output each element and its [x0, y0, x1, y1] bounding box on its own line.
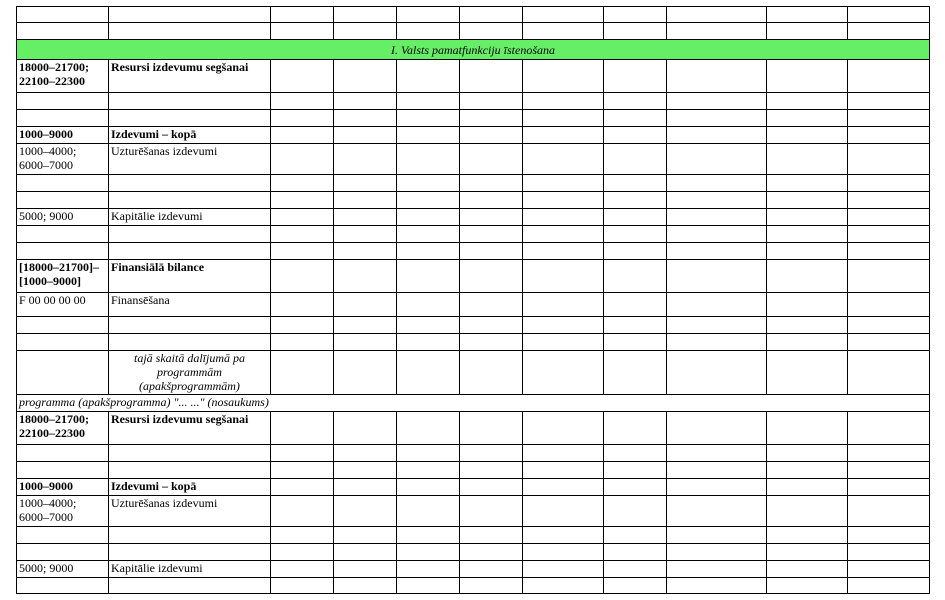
- resources-label: Resursi izdevumu segšanai: [109, 412, 271, 445]
- table-row: [17, 462, 930, 479]
- capital-code: 5000; 9000: [17, 209, 109, 226]
- maintenance-label: Uzturēšanas izdevumi: [109, 496, 271, 527]
- maintenance-label: Uzturēšanas izdevumi: [109, 144, 271, 175]
- table-row: [17, 317, 930, 334]
- balance-code: [18000–21700]–[1000–9000]: [17, 260, 109, 293]
- table-row: [17, 527, 930, 544]
- table-row: [17, 110, 930, 127]
- section-banner-row: [17, 40, 930, 60]
- expenses-code: 1000–9000: [17, 127, 109, 144]
- program-row: [17, 395, 930, 412]
- capital-label: Kapitālie izdevumi: [109, 561, 271, 578]
- table-row: [17, 496, 930, 527]
- table-row: [17, 60, 930, 93]
- table-row: [17, 479, 930, 496]
- resources-code: 18000–21700; 22100–22300: [17, 60, 109, 93]
- table-row: [17, 144, 930, 175]
- maintenance-code: 1000–4000; 6000–7000: [17, 144, 109, 175]
- table-row: [17, 192, 930, 209]
- section-title: I. Valsts pamatfunkciju īstenošana: [17, 40, 930, 60]
- capital-label: Kapitālie izdevumi: [109, 209, 271, 226]
- table-row: [17, 578, 930, 594]
- table-row: [17, 243, 930, 260]
- resources-code: 18000–21700; 22100–22300: [17, 412, 109, 445]
- financing-label: Finansēšana: [109, 293, 271, 317]
- balance-label: Finansiālā bilance: [109, 260, 271, 293]
- program-line: programma (apakšprogramma) "... ..." (nosaukums): [17, 395, 930, 412]
- table-row: [17, 260, 930, 293]
- maintenance-code: 1000–4000; 6000–7000: [17, 496, 109, 527]
- table-row: [17, 351, 930, 395]
- breakdown-label: tajā skaitā dalījumā pa programmām (apakšprogrammām): [109, 351, 271, 395]
- table-row: [17, 561, 930, 578]
- table-row: [17, 209, 930, 226]
- table-row: [17, 7, 930, 23]
- financing-code: F 00 00 00 00: [17, 293, 109, 317]
- table-row: [17, 93, 930, 110]
- table-row: [17, 23, 930, 40]
- expenses-label: Izdevumi – kopā: [109, 127, 271, 144]
- table-row: [17, 445, 930, 462]
- budget-table: [16, 6, 930, 594]
- expenses-label: Izdevumi – kopā: [109, 479, 271, 496]
- table-row: [17, 412, 930, 445]
- resources-label: Resursi izdevumu segšanai: [109, 60, 271, 93]
- table-row: [17, 175, 930, 192]
- table-row: [17, 127, 930, 144]
- table-row: [17, 334, 930, 351]
- table-row: [17, 226, 930, 243]
- capital-code: 5000; 9000: [17, 561, 109, 578]
- expenses-code: 1000–9000: [17, 479, 109, 496]
- table-row: [17, 544, 930, 561]
- table-row: [17, 293, 930, 317]
